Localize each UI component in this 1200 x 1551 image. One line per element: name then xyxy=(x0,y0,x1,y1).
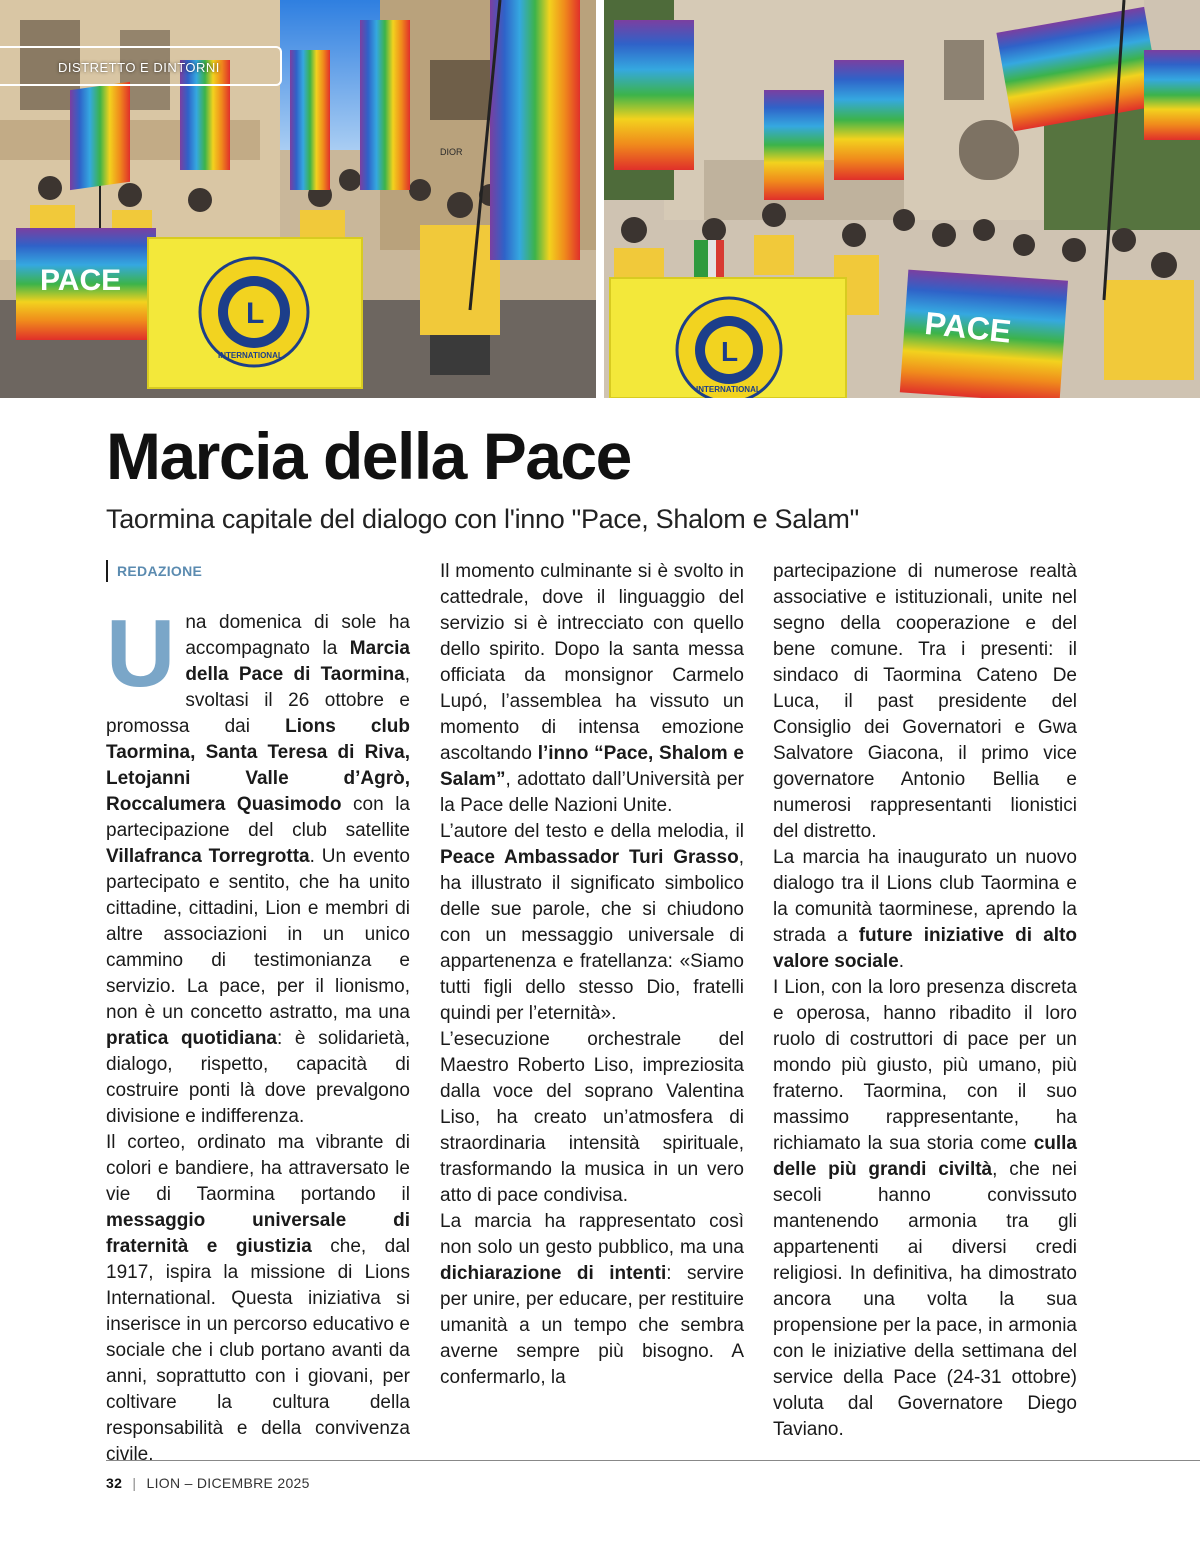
article-subtitle: Taormina capitale del dialogo con l'inno "Pace, Shalom e Salam" xyxy=(106,504,859,534)
photo-cathedral-square xyxy=(604,0,1200,398)
header-photos xyxy=(0,0,1200,398)
photo-right-pace-text: PACE xyxy=(923,304,1013,350)
page-number: 32 xyxy=(106,1475,123,1491)
bold-phrase: l’inno “Pace, Shalom e Salam” xyxy=(440,743,744,790)
paragraph: La marcia ha rappresentato così non solo un gesto pubblico, ma una dichiarazione di intenti: servire per unire, per educare, per restituire umanità a un tempo che sembra averne sempre più bisogno. A confermarlo, la xyxy=(440,1211,744,1388)
paragraph: L’esecuzione orchestrale del Maestro Roberto Liso, impreziosita dalla voce del soprano Valentina Liso, ha creato un’atmosfera di straordinaria intensità spirituale, trasformando la musica in un vero atto di pace condivisa. xyxy=(440,1029,744,1206)
photo-left-international-text: INTERNATIONAL xyxy=(218,351,283,360)
bold-phrase: messaggio universale di fraternità e giustizia xyxy=(106,1210,410,1257)
photo-left-pace-text: PACE xyxy=(40,264,122,297)
bold-phrase: dichiarazione di intenti xyxy=(440,1263,667,1284)
bold-phrase: Peace Ambassador Turi Grasso xyxy=(440,847,739,868)
bold-phrase: Villafranca Torregrotta xyxy=(106,846,310,867)
paragraph: Il corteo, ordinato ma vibrante di colori e bandiere, ha attraversato le vie di Taormina portando il messaggio universale di fraternità e giustizia che, dal 1917, ispira la missione di Lions International. Questa iniziativa si inserisce in un percorso educativo e sociale che i club portano avanti da anni, soprattutto con i giovani, per coltivare la cultura della responsabilità e della convivenza civile. xyxy=(106,1132,410,1465)
article-column-3 xyxy=(773,559,1077,1443)
paragraph: na domenica di sole ha accompagnato la Marcia della Pace di Taormina, svoltasi il 26 ottobre e promossa dai Lions club Taormina, Santa Teresa di Riva, Letojanni Valle d’Agrò, Roccalumera Quasimodo con la partecipazione del club satellite Villafranca Torregrotta. Un evento partecipato e sentito, che ha unito cittadine, cittadini, Lion e membri di altre associazioni in un unico cammino di testimonianza e servizio. La pace, per il lionismo, non è un concetto astratto, ma una pratica quotidiana: è solidarietà, dialogo, rispetto, capacità di costruire ponti là dove prevalgono divisione e indifferenza. xyxy=(106,612,410,1127)
bold-phrase: Marcia della Pace di Taormina xyxy=(185,638,410,685)
photo-right-international-text: INTERNATIONAL xyxy=(696,385,761,394)
bold-phrase: culla delle più grandi civiltà xyxy=(773,1133,1077,1180)
bold-phrase: Lions club Taormina, Santa Teresa di Riva, Letojanni Valle d’Agrò, Roccalumera Quasimodo xyxy=(106,716,410,815)
paragraph: La marcia ha inaugurato un nuovo dialogo tra il Lions club Taormina e la comunità taorminese, aprendo la strada a future iniziative di alto valore sociale. xyxy=(773,847,1078,972)
photo-right-lions-text: LIONS xyxy=(706,307,740,319)
photo-left-shop-sign: DIOR xyxy=(440,147,463,157)
section-tag: DISTRETTO E DINTORNI xyxy=(0,46,282,86)
photo-left-lions-text: LIONS xyxy=(228,263,265,277)
paragraph: I Lion, con la loro presenza discreta e operosa, hanno ribadito il loro ruolo di costruttori di pace per un mondo più giusto, più umano, più fraterno. Taormina, con il suo massimo rappresentante, ha richiamato la sua storia come culla delle più grandi civiltà, che nei secoli hanno convissuto mantenendo armonia tra gli appartenenti ai diversi credi religiosi. In definitiva, ha dimostrato ancora una volta la sua propensione per la pace, in armonia con le iniziative della settimana del service della Pace (24-31 ottobre) voluta dal Governatore Diego Taviano. xyxy=(773,977,1078,1440)
article-column-2 xyxy=(440,559,744,1391)
dropcap: U xyxy=(106,600,176,707)
paragraph: Il momento culminante si è svolto in cattedrale, dove il linguaggio del servizio si è intrecciato con quello dello spirito. Dopo la santa messa officiata da monsignor Carmelo Lupó, l’assemblea ha vissuto un momento di intensa emozione ascoltando l’inno “Pace, Shalom e Salam”, adottato dall’Università per la Pace delle Nazioni Unite. xyxy=(440,561,744,816)
paragraph: partecipazione di numerose realtà associative e istituzionali, unite nel segno della cooperazione e del bene comune. Tra i presenti: il sindaco di Taormina Cateno De Luca, il past presidente del Consiglio dei Governatori e Gwa Salvatore Giacona, il primo vice governatore Antonio Bellia e numerosi rappresentanti lionistici del distretto. xyxy=(773,561,1077,842)
photo-right-flag-letter: L xyxy=(721,336,739,367)
article-column-1 xyxy=(106,600,410,1468)
paragraph: L’autore del testo e della melodia, il Peace Ambassador Turi Grasso, ha illustrato il significato simbolico delle sue parole, che si chiudono con un messaggio universale di appartenenza e fratellanza: «Siamo tutti figli dello stesso Dio, fratelli quindi per l’eternità». xyxy=(440,821,744,1024)
photo-left-flag-letter: L xyxy=(246,297,265,330)
footer-rule xyxy=(106,1460,1200,1461)
column-1-body xyxy=(106,600,410,1468)
bold-phrase: pratica quotidiana xyxy=(106,1028,277,1049)
byline: REDAZIONE xyxy=(106,560,202,582)
article-title: Marcia della Pace xyxy=(106,419,631,493)
bold-phrase: future iniziative di alto valore sociale xyxy=(773,925,1078,972)
magazine-issue: LION – DICEMBRE 2025 xyxy=(146,1475,310,1491)
footer-separator: | xyxy=(132,1475,137,1491)
page-footer xyxy=(106,1475,310,1491)
